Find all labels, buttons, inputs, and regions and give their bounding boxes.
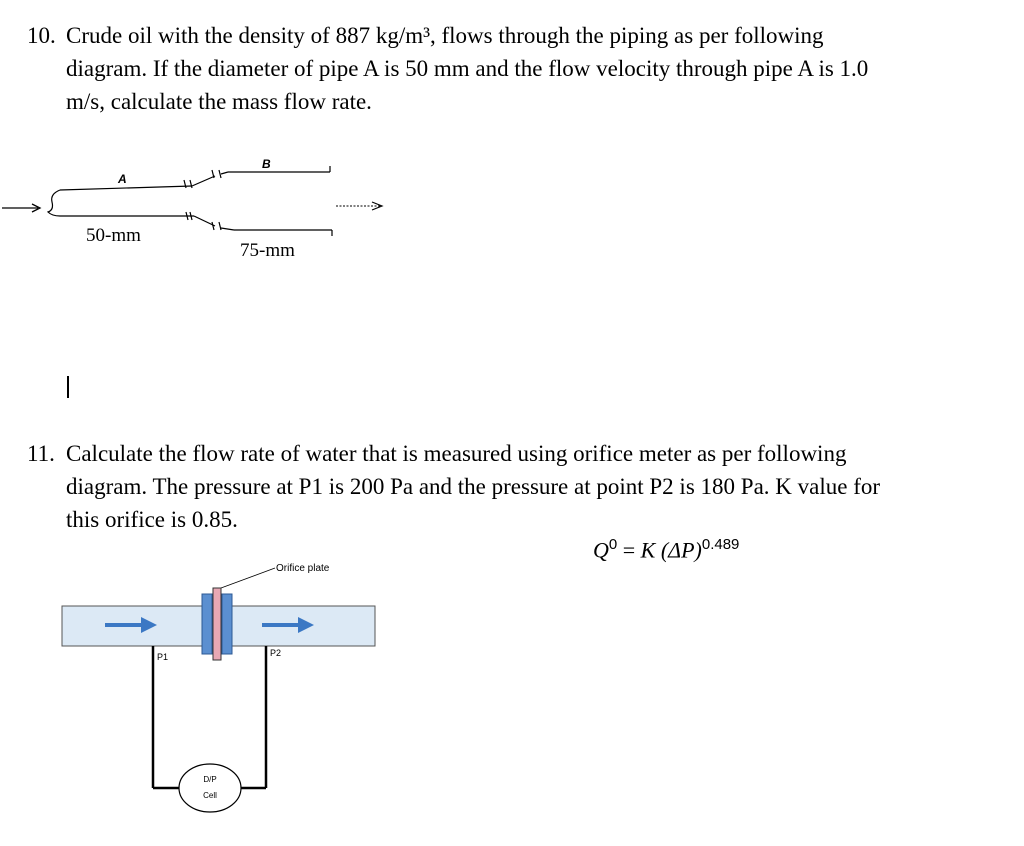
p1-label: P1 (157, 652, 169, 662)
label-b: B (262, 157, 271, 171)
question-text-line: m/s, calculate the mass flow rate. (66, 89, 372, 114)
question-text-line: this orifice is 0.85. (66, 507, 238, 532)
text-cursor (67, 376, 69, 398)
inlet-arrow-icon (2, 204, 40, 212)
orifice-leader-line (221, 568, 275, 588)
dp-cell (179, 764, 241, 812)
question-number: 11. (27, 441, 55, 466)
right-flange (222, 594, 232, 654)
formula-q: Q (593, 537, 609, 563)
label-a: A (118, 172, 127, 186)
expansion-section (184, 170, 234, 230)
orifice-plate (213, 588, 221, 660)
dimension-b: 75-mm (240, 240, 295, 261)
question-text-line: diagram. If the diameter of pipe A is 50 mm and the flow velocity through pipe A is 1.0 (66, 56, 869, 81)
pipe-expansion-diagram (0, 150, 420, 275)
question-number: 10. (27, 23, 56, 48)
pipe-a (48, 186, 194, 216)
question-text-line: Calculate the flow rate of water that is measured using orifice meter as per following (66, 441, 847, 466)
left-flange (202, 594, 212, 654)
flow-formula (593, 536, 739, 563)
dimension-a: 50-mm (86, 225, 141, 246)
orifice-meter-diagram (55, 555, 385, 817)
orifice-plate-label: Orifice plate (276, 563, 330, 574)
formula-q-sup: 0 (608, 536, 618, 553)
dp-cell-line1: D/P (203, 775, 217, 784)
outlet-arrow-icon (336, 202, 382, 210)
formula-delta-p: (ΔP) (660, 537, 702, 563)
dp-cell-line2: Cell (203, 791, 217, 800)
formula-equals: = (622, 537, 636, 563)
question-text-line: Crude oil with the density of 887 kg/m³, flows through the piping as per following (66, 23, 824, 48)
p2-label: P2 (270, 648, 282, 658)
question-text-line: diagram. The pressure at P1 is 200 Pa and the pressure at point P2 is 180 Pa. K value for (66, 474, 881, 499)
formula-k: K (640, 537, 656, 563)
pipe-b (228, 166, 332, 236)
formula-exponent: 0.489 (701, 536, 740, 553)
